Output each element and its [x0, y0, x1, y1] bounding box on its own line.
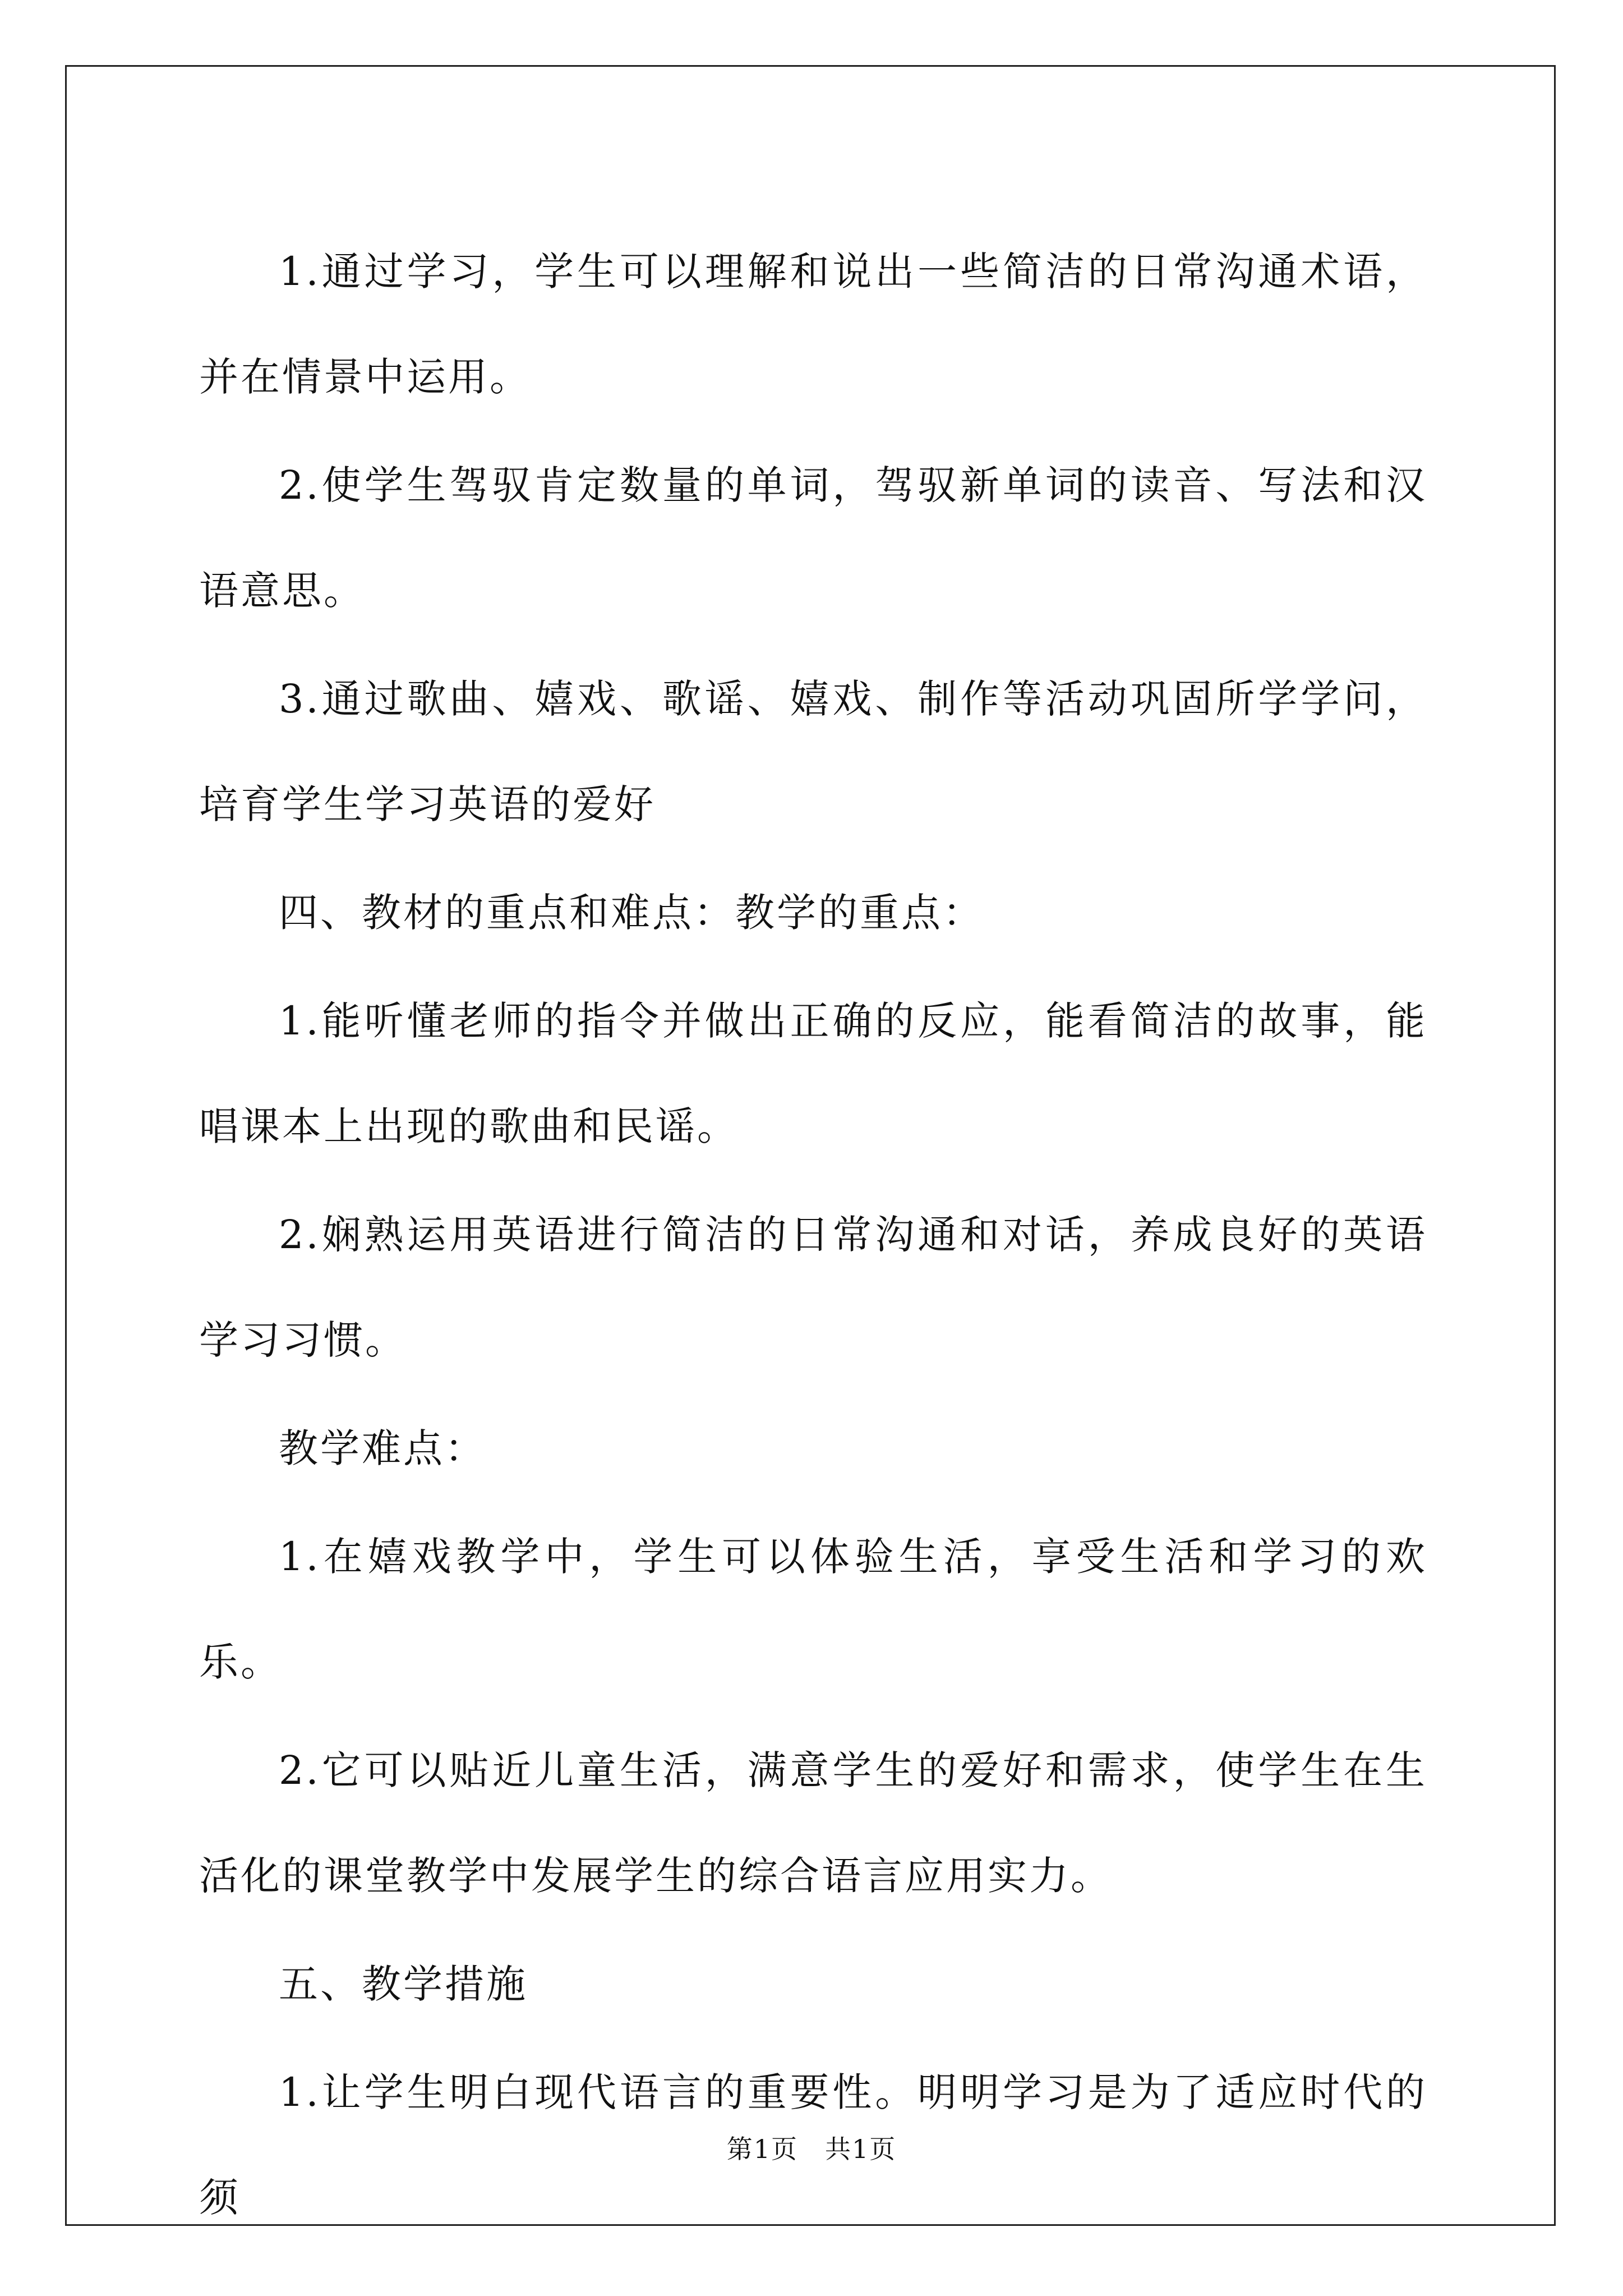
paragraph-5: 1.能听懂老师的指令并做出正确的反应，能看简洁的故事，能唱课本上出现的歌曲和民谣。 [199, 998, 1427, 1149]
page-number: 第1页 共1页 [726, 2134, 897, 2164]
paragraph-11: 1.让学生明白现代语言的重要性。明明学习是为了适应时代的须 [199, 2069, 1427, 2221]
paragraph-9: 2.它可以贴近儿童生活，满意学生的爱好和需求，使学生在生活化的课堂教学中发展学生的综合语言应用实力。 [199, 1747, 1427, 1899]
subheading-difficulties: 教学难点： [279, 1425, 486, 1471]
document-body [199, 219, 1427, 2253]
paragraph-3: 3.通过歌曲、嬉戏、歌谣、嬉戏、制作等活动巩固所学学问，培育学生学习英语的爱好 [199, 676, 1427, 827]
paragraph-8: 1.在嬉戏教学中，学生可以体验生活，享受生活和学习的欢乐。 [199, 1534, 1427, 1685]
paragraph-2: 2.使学生驾驭肯定数量的单词，驾驭新单词的读音、写法和汉语意思。 [199, 462, 1427, 614]
section-heading-5: 五、教学措施 [279, 1961, 528, 2007]
paragraph-6: 2.娴熟运用英语进行简洁的日常沟通和对话，养成良好的英语学习习惯。 [199, 1212, 1427, 1363]
section-heading-4: 四、教材的重点和难点：教学的重点： [279, 890, 984, 936]
paragraph-1: 1.通过学习，学生可以理解和说出一些简洁的日常沟通术语，并在情景中运用。 [199, 249, 1427, 400]
